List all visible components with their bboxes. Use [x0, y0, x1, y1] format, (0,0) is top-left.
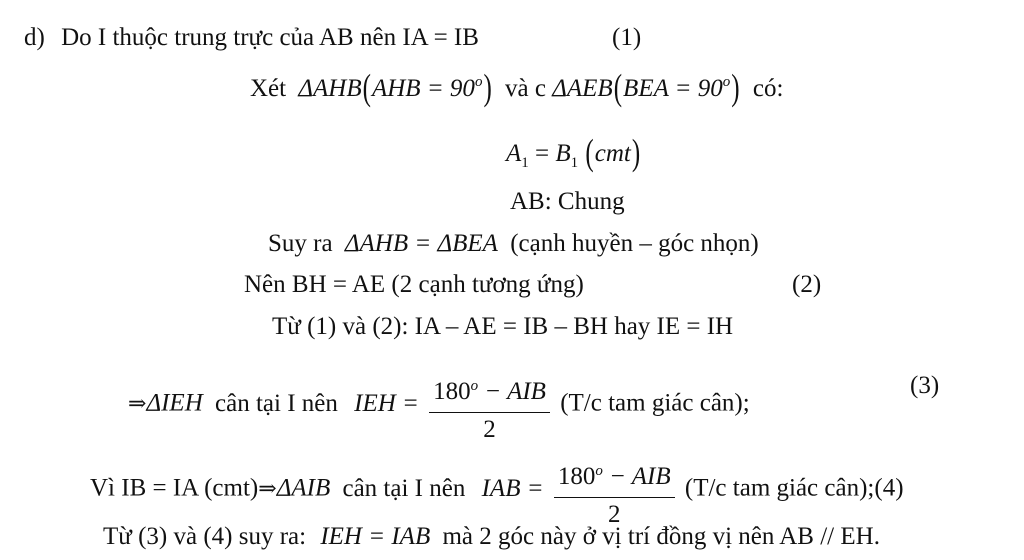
- statement-1: Do I thuộc trung trực của AB nên IA = IB: [61, 24, 479, 51]
- line-4: [510, 187, 625, 217]
- line-9: [90, 456, 904, 528]
- num-180: 180: [433, 378, 471, 405]
- angle-ahb: AHB = 90: [371, 75, 475, 102]
- ref-3: (3): [910, 372, 940, 399]
- cmt: cmt: [594, 140, 631, 167]
- statement-ie-ih: Từ (1) và (2): IA – AE = IB – BH hay IE = IH: [272, 313, 734, 340]
- angle-equality: IEH = IAB: [320, 523, 431, 550]
- angle-b1: B: [555, 140, 571, 167]
- word-xet: Xét: [250, 75, 287, 102]
- numerator: [429, 377, 550, 413]
- degree-mark: o: [470, 378, 479, 394]
- paren-open: (: [362, 68, 371, 109]
- line-7: [272, 312, 733, 342]
- triangle-aib: ΔAIB: [276, 474, 331, 502]
- numerator: [554, 462, 675, 498]
- implies-arrow: ⇒: [128, 391, 147, 417]
- paren-open: (: [613, 68, 623, 109]
- subscript-1: 1: [521, 155, 529, 171]
- paren-close: ): [483, 68, 492, 109]
- final-prefix: Từ (3) và (4) suy ra:: [103, 523, 307, 550]
- connector: và c: [505, 75, 546, 102]
- paren-open: (: [585, 133, 594, 174]
- triangle-aeb: ΔAEB: [552, 75, 613, 102]
- angle-iab: IAB =: [481, 474, 544, 502]
- statement-2: Nên BH = AE (2 cạnh tương ứng): [244, 271, 584, 298]
- angle-bea: BEA = 90: [623, 75, 723, 102]
- denominator: 2: [607, 501, 621, 528]
- line-10: [103, 522, 880, 552]
- minus-aib: − AIB: [478, 378, 546, 405]
- line-2: [250, 68, 784, 109]
- line-3: [506, 133, 641, 174]
- property-note: (T/c tam giác cân);: [560, 389, 750, 417]
- final-conclusion: mà 2 góc này ở vị trí đồng vị nên AB // EH.: [442, 523, 880, 550]
- line-1: [24, 23, 642, 53]
- angle-a1: A: [506, 140, 522, 167]
- triangle-ieh: ΔIEH: [146, 389, 203, 417]
- congruence: ΔAHB = ΔBEA: [344, 230, 498, 257]
- word-co: có:: [752, 75, 784, 102]
- angle-ieh: IEH =: [354, 389, 419, 417]
- triangle-ahb: ΔAHB: [298, 75, 362, 102]
- paren-close: ): [631, 133, 641, 174]
- equals: =: [528, 140, 556, 167]
- minus-aib: − AIB: [602, 463, 671, 490]
- degree-mark: o: [722, 74, 731, 90]
- congruence-reason: (cạnh huyền – góc nhọn): [510, 230, 759, 257]
- conclusion-prefix: Suy ra: [268, 230, 333, 257]
- fraction: [554, 462, 675, 530]
- isosceles-text: cân tại I nên: [342, 474, 466, 502]
- paren-close: ): [731, 68, 740, 109]
- implies-arrow: ⇒: [258, 476, 277, 502]
- line-8: [128, 371, 940, 443]
- num-180: 180: [557, 463, 596, 490]
- subscript-1: 1: [570, 155, 579, 171]
- ref-1: (1): [612, 24, 642, 51]
- common-side: AB: Chung: [510, 188, 625, 215]
- denominator: 2: [483, 416, 496, 443]
- degree-mark: o: [474, 74, 483, 90]
- isosceles-text: cân tại I nên: [215, 389, 338, 417]
- line-5: [268, 229, 759, 259]
- degree-mark: o: [595, 463, 603, 479]
- premise: Vì IB = IA (cmt): [90, 474, 259, 502]
- line-6: [244, 270, 822, 300]
- property-note: (T/c tam giác cân);(4): [684, 474, 904, 502]
- part-label: d): [24, 24, 45, 51]
- ref-2: (2): [792, 271, 822, 298]
- fraction: [429, 377, 550, 445]
